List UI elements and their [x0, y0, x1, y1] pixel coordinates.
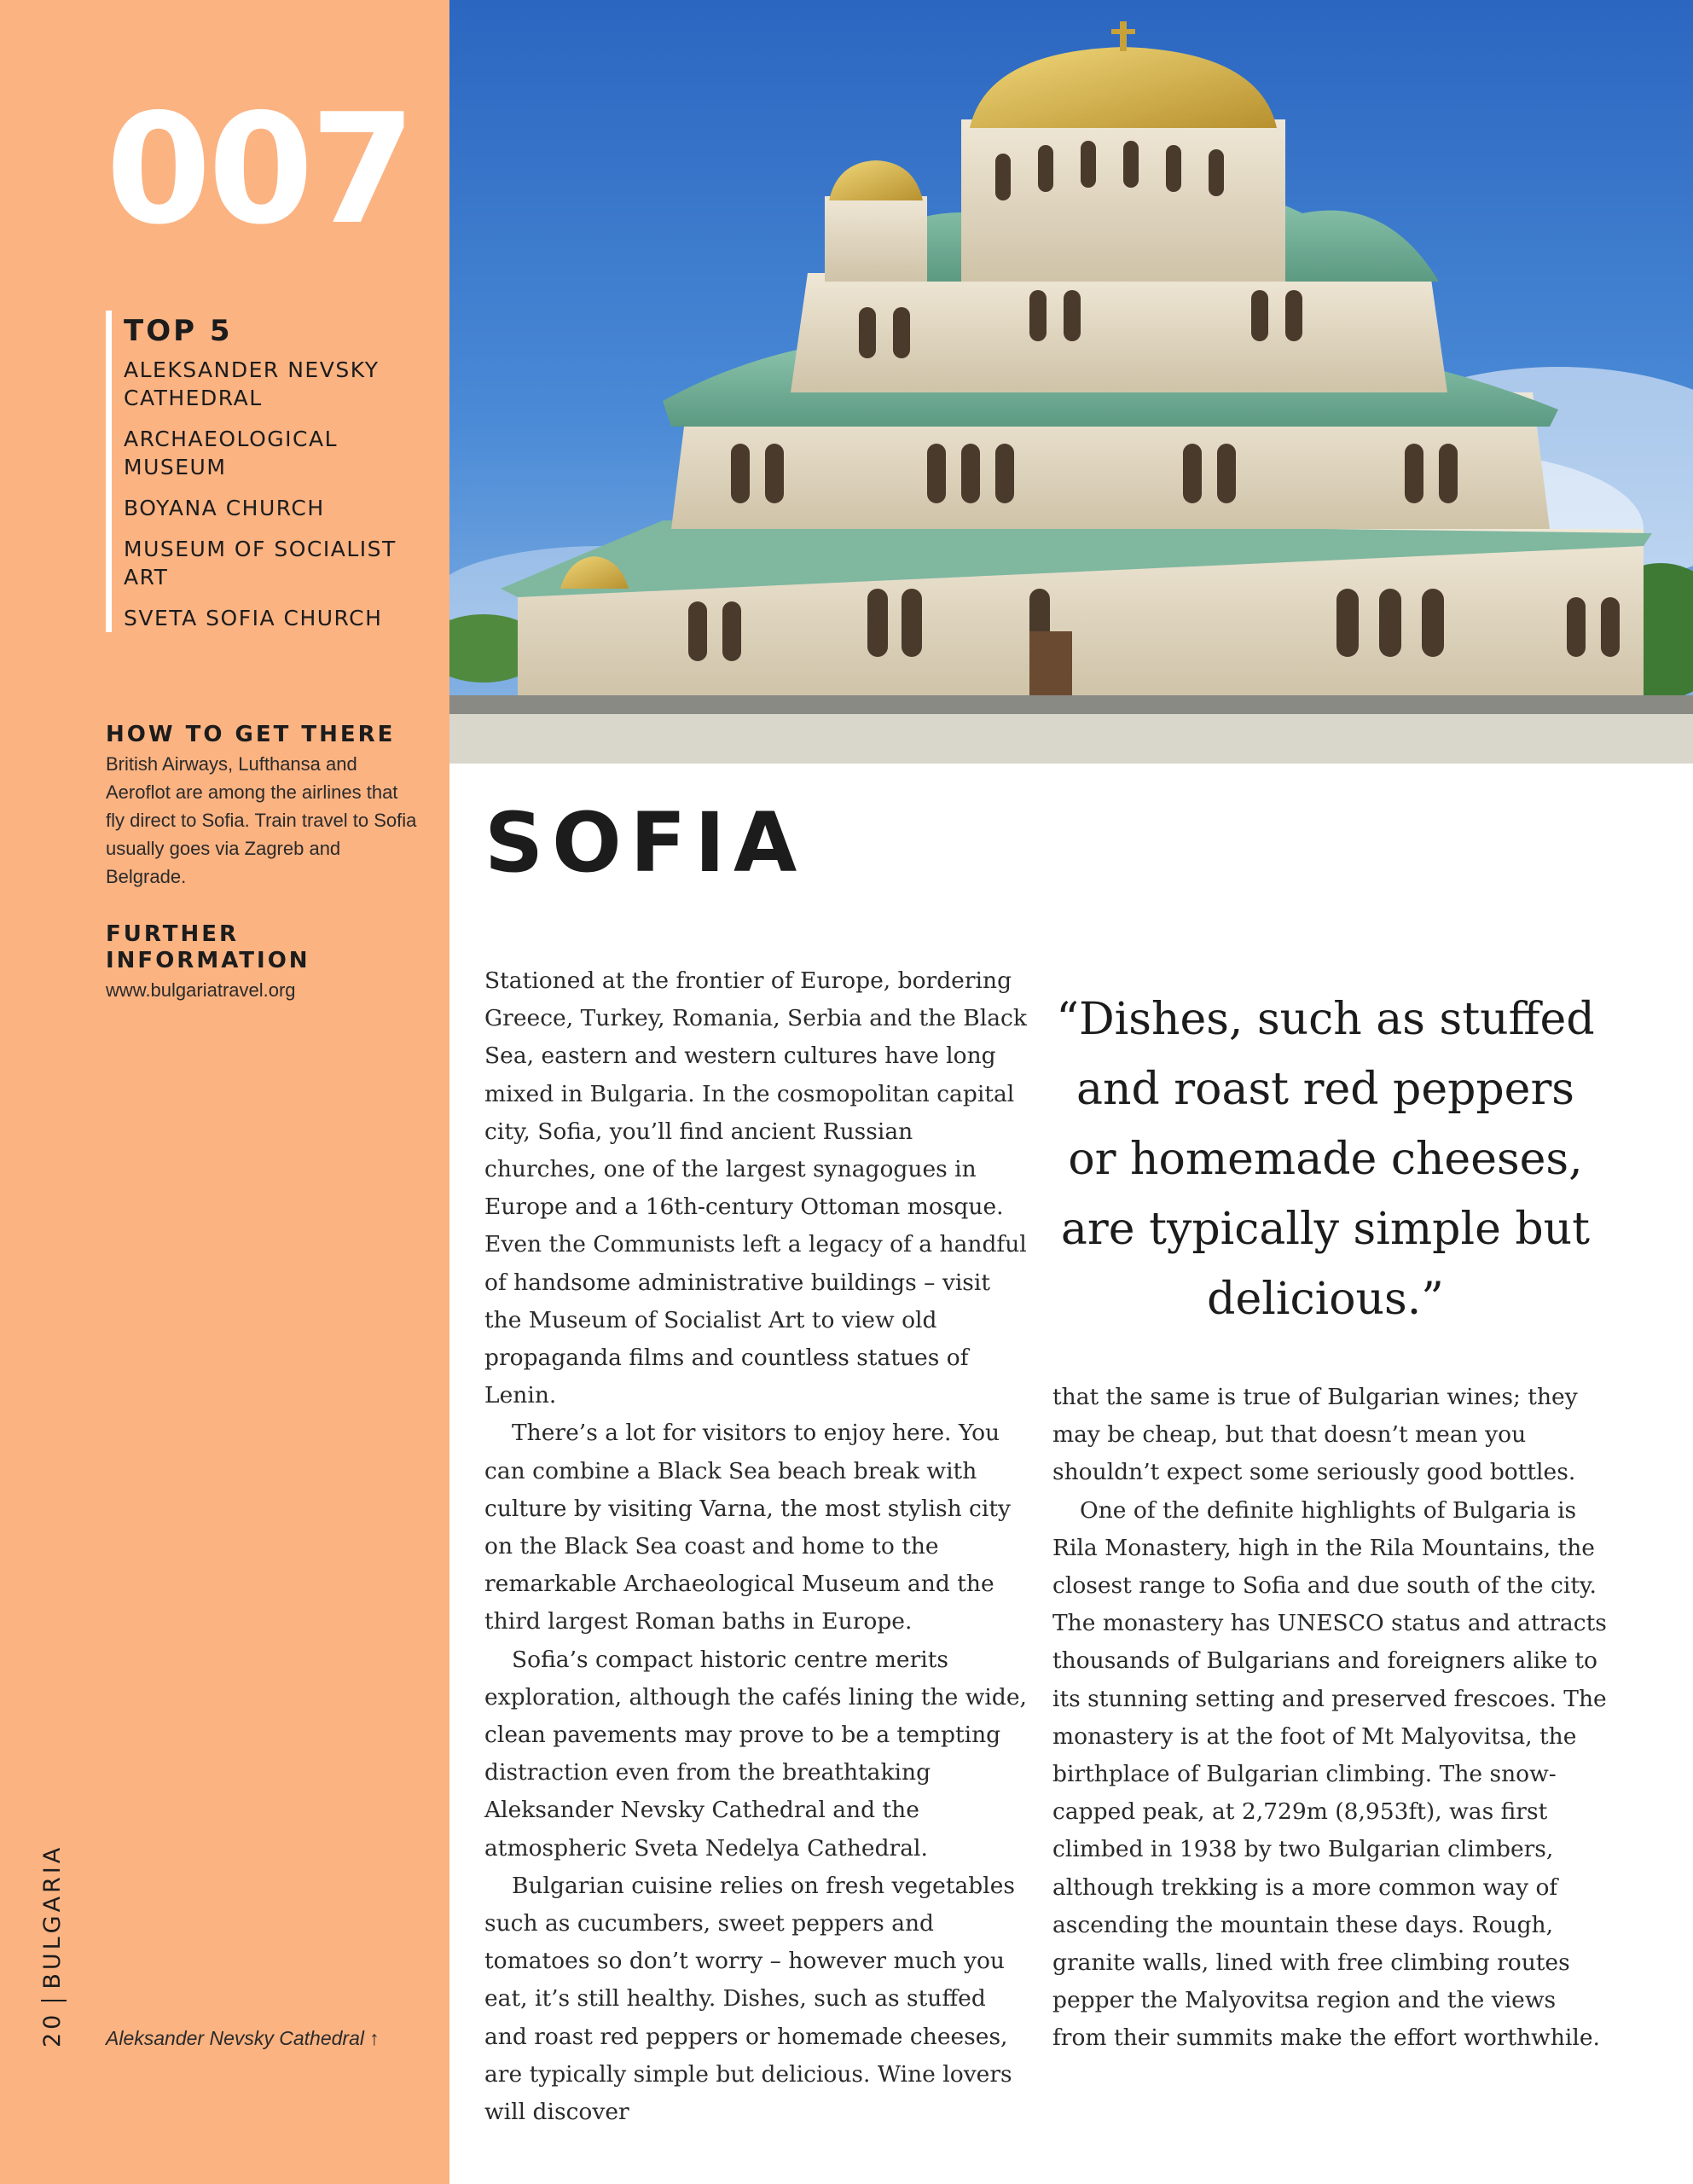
- further-information-heading: FURTHER INFORMATION: [106, 921, 310, 974]
- top5-item: BOYANA CHURCH: [124, 496, 325, 521]
- top5-heading: TOP 5: [124, 314, 233, 348]
- body-paragraph: One of the definite highlights of Bulgaria is Rila Monastery, high in the Rila Mountains, the closest range to Sofia and due south of the city. The monastery has UNESCO status and attracts thousands of Bulgarians and foreigners alike to its stunning setting and preserved frescoes. The monastery is at the foot of Mt Malyovitsa, the birthplace of Bulgarian climbing. The snow-capped peak, at 2,729m (8,953ft), was first climbed in 1938 by two Bulgarian climbers, although trekking is a more common way of ascending the mountain these days. Rough, granite walls, lined with free climbing routes pepper the Malyovitsa region and the views from their summits make the effort worthwhile.: [1052, 1496, 1607, 2052]
- pull-quote: “Dishes, such as stuffed and roast red peppers or homemade cheeses, are typically simple but delicious.”: [1056, 994, 1595, 1325]
- body-column-2: [1052, 1379, 1607, 2058]
- photo-caption: [106, 2027, 379, 2050]
- top5-item: ALEKSANDER NEVSKY CATHEDRAL: [124, 357, 380, 411]
- further-information: [106, 921, 421, 1004]
- body-paragraph: Bulgarian cuisine relies on fresh vegetables such as cucumbers, sweet peppers and tomatoes so don’t worry – however much you eat, it’s still healthy. Dishes, such as stuffed and roast red peppers or homemade cheeses, are typically simple but delicious. Wine lovers will discover: [484, 1872, 1016, 2126]
- body-paragraph: Stationed at the frontier of Europe, bordering Greece, Turkey, Romania, Serbia and the Black Sea, eastern and western cultures have long mixed in Bulgaria. In the cosmopolitan capital city, Sofia, you’ll find ancient Russian churches, one of the largest synagogues in Europe and a 16th-century Ottoman mosque. Even the Communists left a legacy of a handful of handsome administrative buildings – visit the Museum of Socialist Art to view old propaganda films and countless statues of Lenin.: [484, 967, 1027, 1409]
- page-title: SOFIA: [484, 795, 806, 891]
- body-paragraph: Sofia’s compact historic centre merits exploration, although the cafés lining the wide, clean pavements may prove to be a tempting distraction even from the breathtaking Aleksander Nevsky Cathedral and the atmospheric Sveta Nedelya Cathedral.: [484, 1646, 1027, 1862]
- top5-box: [106, 311, 439, 632]
- page-number: 20: [39, 2011, 66, 2048]
- body-paragraph: that the same is true of Bulgarian wines; they may be cheap, but that doesn’t mean you shouldn’t expect some seriously good bottles.: [1052, 1384, 1578, 1486]
- how-to-get-there-heading: HOW TO GET THERE: [106, 722, 396, 747]
- photo-caption-text: Aleksander Nevsky Cathedral: [106, 2027, 364, 2049]
- top5-item: MUSEUM OF SOCIALIST ART: [124, 537, 397, 590]
- how-to-get-there-text: British Airways, Lufthansa and Aeroflot are among the airlines that fly direct to Sofia. Train travel to Sofia usually goes via Zagreb and Belgrade.: [106, 753, 417, 888]
- guide-number: 007: [106, 81, 413, 258]
- top5-list: [124, 356, 439, 632]
- cathedral-photo: [449, 0, 1693, 764]
- cathedral-illustration: [449, 0, 1693, 764]
- top5-item: SVETA SOFIA CHURCH: [124, 606, 383, 631]
- section-name: BULGARIA: [39, 1844, 66, 1989]
- arrow-up-icon: ↑: [368, 2027, 380, 2049]
- how-to-get-there: [106, 722, 421, 891]
- further-information-link[interactable]: www.bulgariatravel.org: [106, 979, 296, 1002]
- top5-item: ARCHAEOLOGICAL MUSEUM: [124, 427, 339, 480]
- body-column-1: [484, 962, 1030, 2131]
- spine-divider: [41, 2000, 67, 2001]
- sidebar: [0, 0, 449, 2184]
- body-paragraph: There’s a lot for visitors to enjoy here. You can combine a Black Sea beach break with culture by visiting Varna, the most stylish city on the Black Sea coast and home to the remarkable Archaeological Museum and the third largest Roman baths in Europe.: [484, 1420, 1011, 1635]
